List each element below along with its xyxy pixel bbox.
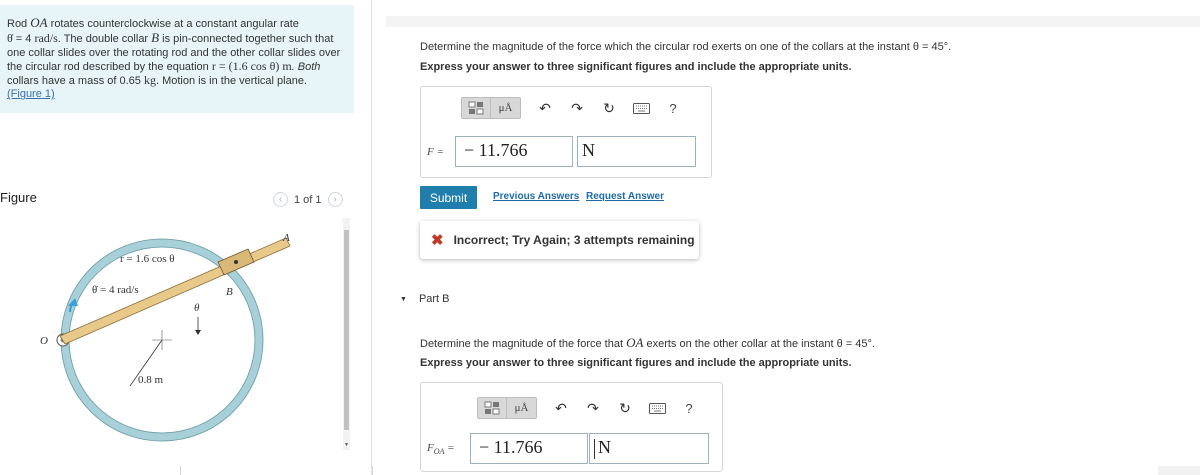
- rod-symbol: OA: [30, 15, 48, 30]
- figure-heading: Figure: [0, 190, 37, 205]
- top-bar: [386, 16, 1200, 27]
- feedback-text: Incorrect; Try Again; 3 attempts remaining: [453, 233, 695, 247]
- bottom-strip: [1158, 466, 1200, 475]
- caret-down-icon: ▼: [400, 295, 407, 303]
- label-b: B: [226, 286, 233, 298]
- figure-scrollbar[interactable]: [343, 218, 350, 450]
- templates-icon[interactable]: [461, 97, 491, 119]
- redo-icon[interactable]: ↷: [587, 399, 599, 416]
- part-b-rod-symbol: OA: [626, 335, 644, 350]
- error-x-icon: ✖: [431, 232, 444, 249]
- scrollbar-thumb[interactable]: [344, 230, 349, 430]
- reset-icon[interactable]: ↻: [603, 99, 615, 116]
- part-a-unit-input[interactable]: N: [577, 136, 696, 167]
- figure-page-count: 1 of 1: [294, 193, 322, 206]
- undo-icon[interactable]: ↶: [539, 99, 551, 116]
- chevron-left-icon[interactable]: ‹: [273, 192, 288, 207]
- label-r-eq: r = 1.6 cos θ: [120, 253, 175, 265]
- help-icon[interactable]: ?: [669, 100, 677, 116]
- figure-pager: [273, 192, 343, 207]
- templates-icon[interactable]: [477, 397, 507, 419]
- reset-icon[interactable]: ↻: [619, 399, 631, 416]
- bottom-tick: [372, 466, 373, 475]
- label-a: A: [283, 232, 290, 244]
- previous-answers-link[interactable]: Previous Answers: [493, 191, 580, 202]
- collar-symbol: B: [151, 30, 160, 46]
- problem-line-5: collars have a mass of 0.65 kg. Motion is in the vertical plane.: [7, 73, 307, 88]
- label-radius: 0.8 m: [138, 374, 164, 386]
- problem-line-1: Rod OA rotates counterclockwise at a constant angular rate: [7, 15, 299, 30]
- part-b-instruction: Express your answer to three significant figures and include the appropriate units.: [420, 357, 852, 369]
- part-a-toolbar: [461, 97, 683, 119]
- symbols-button[interactable]: μÅ: [507, 397, 537, 419]
- keyboard-icon[interactable]: [647, 398, 667, 418]
- label-theta: θ: [194, 302, 200, 314]
- problem-line-4: the circular rod described by the equation r = (1.6 cos θ) m. Both: [7, 58, 321, 73]
- figure-diagram: [0, 222, 340, 454]
- problem-line-2: θ̇ = 4 rad/s. The double collar B is pin-connected together such that: [7, 30, 334, 46]
- part-b-question: Determine the magnitude of the force that OA exerts on the other collar at the instant θ = 45°.: [420, 335, 875, 350]
- part-b-unit-input[interactable]: N: [589, 433, 709, 464]
- text-cursor: [594, 439, 595, 459]
- part-a-question: Determine the magnitude of the force which the circular rod exerts on one of the collars at the instant θ = 45°.: [420, 41, 952, 53]
- request-answer-link[interactable]: Request Answer: [586, 191, 664, 202]
- feedback-message: [420, 221, 699, 259]
- panel-divider: [371, 0, 372, 475]
- label-o: O: [40, 335, 48, 347]
- part-b-toolbar: [477, 397, 699, 419]
- label-theta-dot: θ̇ = 4 rad/s: [92, 284, 139, 296]
- part-b-field-label: $F_{OA}$ =: [427, 442, 455, 457]
- part-b-value-input[interactable]: − 11.766: [470, 433, 588, 464]
- part-b-header[interactable]: [400, 293, 450, 305]
- redo-icon[interactable]: ↷: [571, 99, 583, 116]
- keyboard-icon[interactable]: [631, 98, 651, 118]
- undo-icon[interactable]: ↶: [555, 399, 567, 416]
- help-icon[interactable]: ?: [685, 400, 693, 416]
- problem-line-3: one collar slides over the rotating rod and the other collar slides over: [7, 46, 341, 59]
- problem-statement: [0, 5, 354, 113]
- submit-button[interactable]: Submit: [420, 186, 477, 209]
- part-a-field-label: F =: [427, 146, 444, 158]
- scroll-down-icon[interactable]: ▼: [344, 442, 349, 448]
- chevron-right-icon[interactable]: ›: [328, 192, 343, 207]
- part-a-value-input[interactable]: − 11.766: [455, 136, 573, 167]
- bottom-tick: [180, 466, 181, 475]
- part-b-title: Part B: [418, 293, 450, 305]
- figure-link[interactable]: (Figure 1): [7, 88, 55, 101]
- symbols-button[interactable]: μÅ: [491, 97, 521, 119]
- part-a-instruction: Express your answer to three significant figures and include the appropriate units.: [420, 61, 852, 73]
